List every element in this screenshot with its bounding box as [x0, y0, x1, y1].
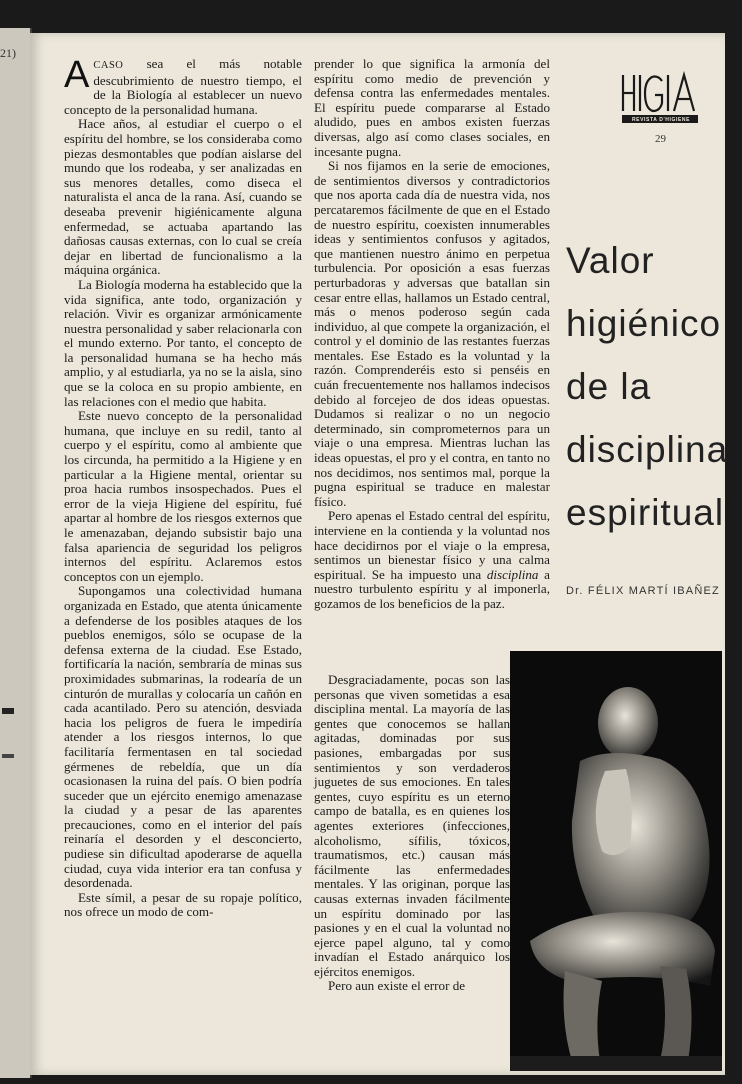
paragraph: Desgraciadamente, pocas son las personas que viven sometidas a esa disciplina mental. La mayoría de las gentes que conocemos se hallan agitadas, dominadas por sus pasiones, embargadas por sus sentimientos y son verdaderos juguetes de sus emociones. En tales gentes, cuyo espíritu es un eterno campo de batalla, es en quienes los agentes exteriores (infecciones, alcoholismo, sífilis, tóxicos, traumatismos, etc.) causan más fácilmente las enfermedades mentales. Y las originan, porque las causas externas invaden fácilmente un espíritu dominado por las pasiones y en el cual la voluntad no ejerce papel alguno, tal y como invadían el Estado anárquico los ejércitos enemigos.: [314, 672, 510, 979]
paragraph: Este símil, a pesar de su ropaje político, nos ofrece un modo de com-: [64, 889, 302, 920]
para3-italic: disciplina: [486, 566, 539, 582]
magazine-page: [30, 33, 729, 1075]
article-title: [566, 229, 729, 544]
thinker-figure-illustration: [510, 651, 722, 1071]
paragraph-disciplina: [314, 509, 550, 611]
title-line: disciplina: [566, 429, 729, 470]
paragraph: Supongamos una colectividad humana organizada en Estado, que atenta únicamente a defenderse de los posibles ataques de los pueblos enemigos, sólo se ocupase de la defensa externa de la ciudad. Ese Estado, fortificaría la nación, sembraría de minas sus proximidades submarinas, la rodearía de un cinturón de murallas y colocaría un cañón en cada acantilado. Pero su atención, desviada hacia los peligros de fuera le impediría atender a los riesgos internos, lo que facilitaría fermentasen en tal sociedad gérmenes de rebeldía, que un día ocasionasen la ruina del país. O bien podría suceder que un ejército enemigo amenazase la ciudad y a pesar de las aparentes precauciones, como en el interior del país reinaría el desorden y el desconcierto, pudiese sin dificultad apoderarse de aquella ciudad, cuya vida interior era tan confusa y desordenada.: [64, 583, 302, 891]
author-byline: Dr. FÉLIX MARTÍ IBAÑEZ: [566, 585, 720, 597]
title-line: Valor: [566, 240, 655, 281]
para3-start: Pero apenas el Estado central del espíritu, interviene en la contienda y la voluntad nos hace decidirnos por el viaje o la empresa, sentimos un bienestar físico y una calma espiritual. Se ha impuesto una: [314, 508, 550, 582]
drop-cap: A: [64, 54, 90, 96]
logo-subtitle: REVISTA D'HIGIENE: [631, 117, 691, 123]
previous-page-edge: [0, 28, 32, 1078]
para3-end: a nuestro turbulento espíritu y al imponerla, gozamos de los beneficios de la paz.: [314, 566, 550, 611]
paragraph: Si nos fijamos en la serie de emociones, de sentimientos diversos y contradictorios que nos aporta cada día de nuestra vida, nos percataremos fácilmente de que en el Estado de nuestro espíritu, coexisten innumerables ideas y sentimientos confusos y agitados, que mantienen nuestro ánimo en perpetua turbulencia. Por oposición a esas fuerzas perturbadoras y adversas que batallan sin cesar entre ellas, hallamos un Estado central, más o menos poderoso según cada individuo, al que compete la organización, el control y el dominio de las restantes fuerzas mentales. Ese Estado es la voluntad y la razón. Comprenderéis esto si penséis en cuán frecuentemente nos hallamos indecisos debido al forcejeo de dos ideas opuestas. Dudamos si realizar o no un negocio determinado, sin comprometernos para un viaje o una empresa. Mientras luchan las ideas opuestas, el pro y el contra, en tanto no nos decidimos, nos sentimos mal, porque la pugna espiritual se traduce en malestar físico.: [314, 158, 550, 509]
paragraph: Pero aun existe el error de: [328, 978, 466, 994]
opening-word: CASO: [93, 60, 124, 71]
previous-page-marks: [2, 708, 14, 758]
text-column-2: [314, 57, 550, 612]
page-number: 29: [655, 133, 666, 145]
text-column-2-narrow: [314, 673, 510, 994]
thinker-sculpture-photo: [510, 651, 722, 1071]
previous-page-folio: 21): [0, 46, 16, 60]
opening-text: sea el más notable descubrimiento de nuestro tiempo, el de la Biología al establecer un nuevo concepto de la personalidad humana.: [64, 56, 302, 117]
text-column-1: [64, 54, 302, 920]
paragraph: Este nuevo concepto de la personalidad humana, que incluye en su redil, tanto al cuerpo y el espíritu, como al ambiente que los circunda, ha permitido a la Higiene y en particular a la Higiene mental, orientar su proa hacia rumbos insospechados. Pues el error de la vieja Higiene del espíritu, fué apartar al hombre de los riesgos externos que le amenazaban, dejando subsistir bajo una falsa apariencia de seguridad los peligros internos del espíritu. Aclaremos estos conceptos con un ejemplo.: [64, 408, 302, 584]
title-line: de la: [566, 366, 652, 407]
title-line: espiritual: [566, 492, 725, 533]
opening-paragraph: [64, 54, 302, 117]
title-line: higiénico: [566, 303, 722, 344]
paragraph: La Biología moderna ha establecido que la vida significa, ante todo, organización y relación. Vivir es organizar armónicamente nuestra personalidad y saber relacionarla con el mundo externo. Por tanto, el concepto de la personalidad humana se ha hecho más amplio, y al estudiarla, ya no se la aisla, sino que se la coloca en su propio ambiente, en las relaciones con el medio que habita.: [64, 276, 302, 409]
paragraph: Hace años, al estudiar el cuerpo o el espíritu del hombre, se los consideraba como piezas desmontables que podían aislarse del mundo que los rodeaba, y ser analizadas en sus menores detalles, como diseca el naturalista el anca de la rana. Así, cuando se deseaba prevenir higiénicamente alguna enfermedad, se actuaba apartando las dañosas causas externas, con lo cual se creía dejar en libertad de funcionalismo a la máquina orgánica.: [64, 116, 302, 278]
paragraph-continued: prender lo que significa la armonía del espíritu como medio de prevención y defensa contra las enfermedades mentales. El espíritu puede compararse al Estado aludido, pues en ambos existen fuerzas diversas, algo así como clases sociales, en incesante pugna.: [314, 56, 550, 159]
